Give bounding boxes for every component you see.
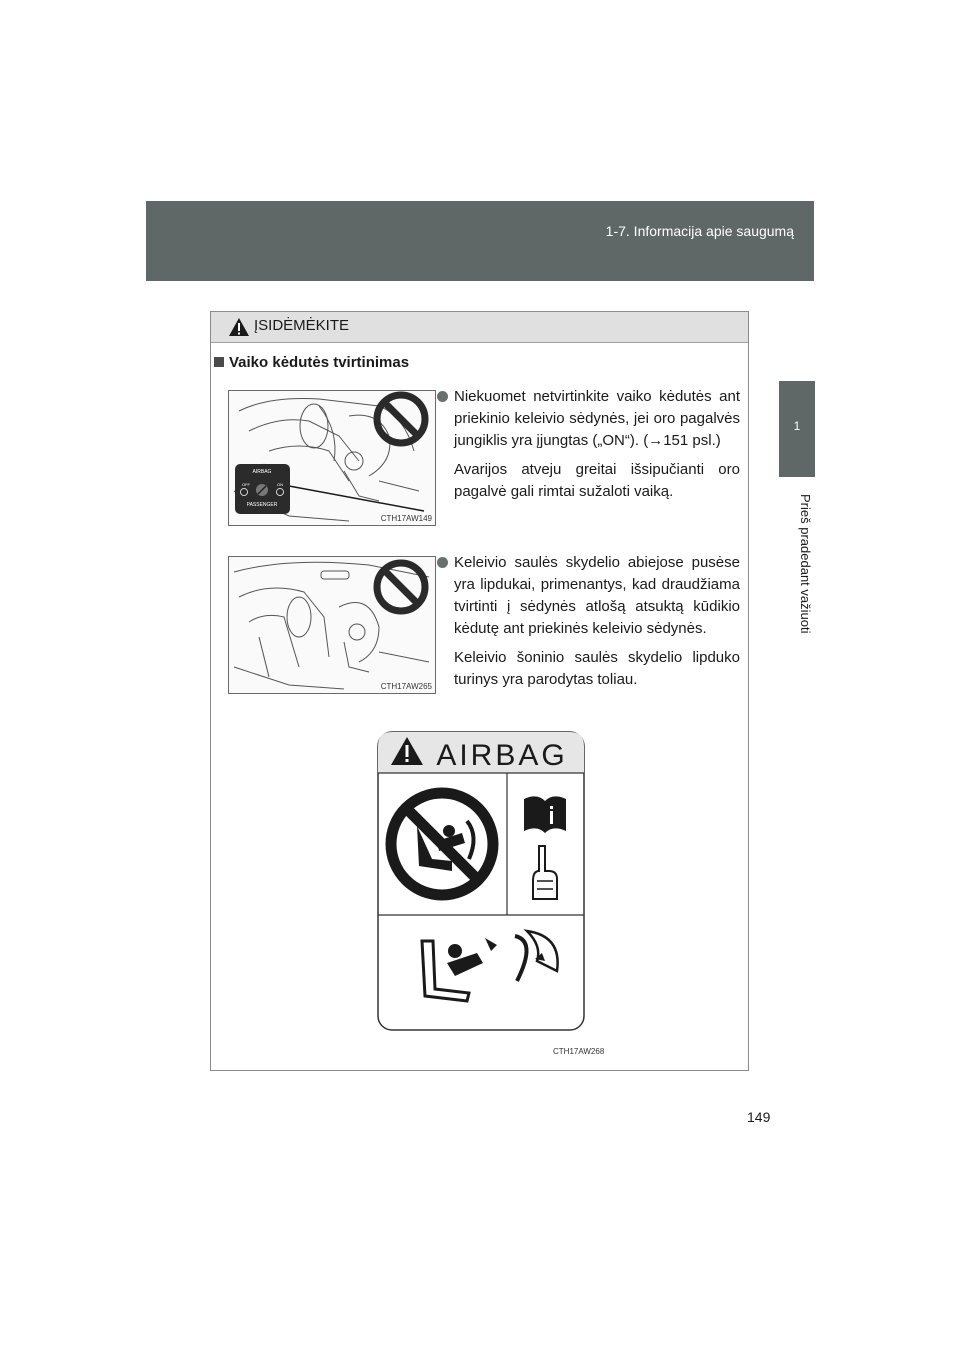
airbag-warning-label <box>377 731 585 1031</box>
chapter-tab <box>779 381 815 477</box>
switch-passenger: PASSENGER <box>246 502 278 508</box>
figure-code-1: CTH17AW149 <box>380 514 432 523</box>
page-number: 149 <box>747 1109 771 1125</box>
label-title: AIRBAG <box>436 739 568 772</box>
figure-child-seat-airbag-on <box>228 390 436 526</box>
header-band <box>146 201 814 281</box>
bullet-1-text: Niekuomet netvirtinkite vaiko kėdutės ant priekinio keleivio sėdynės, jei oro pagalvės jungiklis yra įjungtas („ON“). (→151 psl.) <box>454 388 740 449</box>
manual-book-icon <box>524 796 566 833</box>
car-interior-illustration-2 <box>229 557 435 693</box>
figure-rear-facing-seat <box>228 556 436 694</box>
bullet-dot-icon <box>437 557 448 568</box>
bullet-2 <box>454 552 740 691</box>
bullet-2-text: Keleivio saulės skydelio abiejose pusėse yra lipdukai, primenantys, kad draudžiama tvirtinti į sėdynės atlošą atsuktą kūdikio kėdutę ant priekinės keleivio sėdynės. <box>454 554 740 637</box>
bullet-dot-icon <box>437 391 448 402</box>
section-heading <box>214 354 409 371</box>
label-figure-code: CTH17AW268 <box>553 1047 605 1056</box>
warning-triangle-icon <box>228 317 250 337</box>
bullet-1 <box>454 386 740 503</box>
switch-label: AIRBAG <box>252 469 272 475</box>
section-title: 1-7. Informacija apie saugumą <box>605 223 794 239</box>
section-heading-text: Vaiko kėdutės tvirtinimas <box>229 354 410 371</box>
airbag-switch-panel <box>235 464 290 514</box>
switch-on: ON <box>277 482 283 487</box>
chapter-side-text: Prieš pradedant važiuoti <box>798 494 813 634</box>
prohibition-icon <box>377 563 425 611</box>
chapter-number: 1 <box>793 419 801 433</box>
prohibition-icon <box>377 395 425 443</box>
bullet-1-sub: Avarijos atveju greitai išsipučianti oro pagalvė gali rimtai sužaloti vaiką. <box>454 461 740 500</box>
bullet-2-sub: Keleivio šoninio saulės skydelio lipduko turinys yra parodytas toliau. <box>454 649 740 688</box>
caution-title: ĮSIDĖMĖKITE <box>254 317 350 334</box>
car-interior-illustration-1 <box>229 391 435 525</box>
switch-off: OFF <box>242 482 250 487</box>
figure-code-2: CTH17AW265 <box>380 682 432 691</box>
caution-header <box>211 312 748 343</box>
caution-box <box>210 311 749 1071</box>
square-bullet-icon <box>214 357 224 367</box>
